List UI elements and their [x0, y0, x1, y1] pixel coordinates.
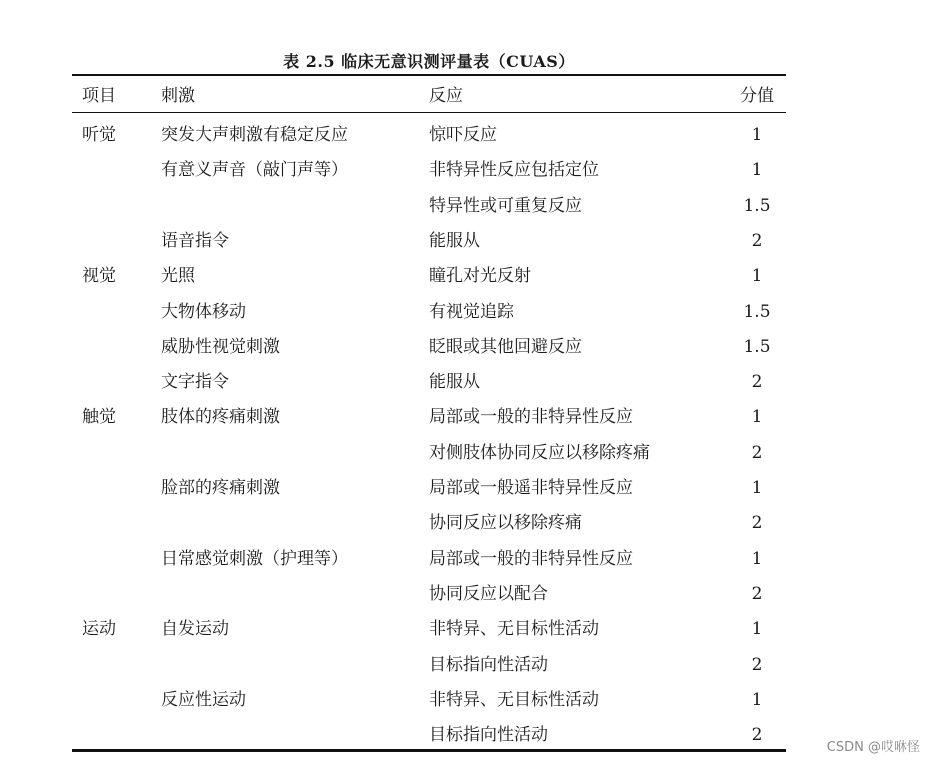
table-row	[72, 471, 786, 506]
table-header-rule	[72, 112, 786, 113]
table-row	[72, 295, 786, 330]
table-row	[72, 400, 786, 435]
cell-stimulus: 脸部的疼痛刺激	[161, 478, 280, 498]
cell-item: 触觉	[82, 407, 116, 428]
cell-response: 特异性或可重复反应	[429, 195, 582, 216]
table-row	[72, 189, 786, 224]
table-row	[72, 118, 786, 153]
cell-response: 能服从	[429, 230, 480, 251]
table-caption: 表 2.5 临床无意识测评量表（CUAS）	[283, 52, 575, 71]
cell-stimulus: 有意义声音（敲门声等）	[161, 160, 348, 181]
cell-response: 非特异、无目标性活动	[429, 689, 599, 710]
cell-score: 1.5	[743, 336, 771, 357]
cell-response: 协同反应以配合	[429, 583, 548, 604]
cell-response: 对侧肢体协同反应以移除疼痛	[429, 442, 650, 463]
cell-response: 目标指向性活动	[429, 725, 548, 746]
table-row	[72, 542, 786, 577]
cell-score: 2	[751, 230, 763, 251]
cell-response: 局部或一般的非特异性反应	[429, 548, 633, 569]
cell-stimulus: 威胁性视觉刺激	[161, 336, 280, 357]
cell-stimulus: 语音指令	[161, 230, 229, 251]
table-row	[72, 577, 786, 612]
table-row	[72, 612, 786, 647]
cell-stimulus: 光照	[161, 266, 195, 287]
cell-response: 眨眼或其他回避反应	[429, 336, 582, 357]
cell-score: 1	[751, 548, 763, 569]
cell-response: 目标指向性活动	[429, 654, 548, 675]
table-top-rule	[72, 74, 786, 76]
cell-response: 能服从	[429, 372, 480, 393]
cell-response: 瞳孔对光反射	[429, 266, 531, 287]
cell-stimulus: 文字指令	[161, 372, 229, 393]
cell-score: 1.5	[743, 301, 771, 322]
cell-score: 2	[751, 583, 763, 604]
cell-score: 1	[751, 478, 763, 498]
cell-score: 1	[751, 125, 763, 145]
cell-response: 局部或一般的非特异性反应	[429, 407, 633, 428]
cell-score: 2	[751, 513, 763, 534]
cell-response: 局部或一般遥非特异性反应	[429, 478, 633, 498]
header-stimulus: 刺激	[161, 86, 195, 106]
cell-score: 1.5	[743, 195, 771, 216]
cell-item: 视觉	[82, 266, 116, 287]
table-row	[72, 365, 786, 400]
cell-score: 2	[751, 725, 763, 746]
cell-stimulus: 大物体移动	[161, 301, 246, 322]
cell-score: 2	[751, 442, 763, 463]
header-score: 分值	[740, 86, 774, 106]
watermark-text: CSDN @哎咻怪	[826, 740, 920, 755]
table-row	[72, 259, 786, 294]
table-row	[72, 153, 786, 188]
cell-score: 1	[751, 266, 763, 287]
cell-response: 协同反应以移除疼痛	[429, 513, 582, 534]
table-row	[72, 506, 786, 541]
cell-score: 2	[751, 372, 763, 393]
table-row	[72, 683, 786, 718]
cell-score: 2	[751, 654, 763, 675]
cell-item: 听觉	[82, 125, 116, 145]
header-response: 反应	[429, 86, 463, 106]
cell-stimulus: 自发运动	[161, 619, 229, 640]
cell-score: 1	[751, 689, 763, 710]
table-row	[72, 648, 786, 683]
table-bottom-rule	[72, 749, 786, 752]
cell-response: 有视觉追踪	[429, 301, 514, 322]
cell-score: 1	[751, 160, 763, 181]
cell-stimulus: 肢体的疼痛刺激	[161, 407, 280, 428]
table-row	[72, 718, 786, 753]
cell-item: 运动	[82, 619, 116, 640]
table-row	[72, 436, 786, 471]
cell-stimulus: 反应性运动	[161, 689, 246, 710]
cell-score: 1	[751, 407, 763, 428]
table-row	[72, 330, 786, 365]
cell-stimulus: 突发大声刺激有稳定反应	[161, 125, 348, 145]
cell-score: 1	[751, 619, 763, 640]
cell-response: 惊吓反应	[429, 125, 497, 145]
cell-response: 非特异、无目标性活动	[429, 619, 599, 640]
header-item: 项目	[82, 86, 116, 106]
cell-response: 非特异性反应包括定位	[429, 160, 599, 181]
table-row	[72, 224, 786, 259]
table-header-row	[72, 79, 786, 114]
cell-stimulus: 日常感觉刺激（护理等）	[161, 548, 348, 569]
